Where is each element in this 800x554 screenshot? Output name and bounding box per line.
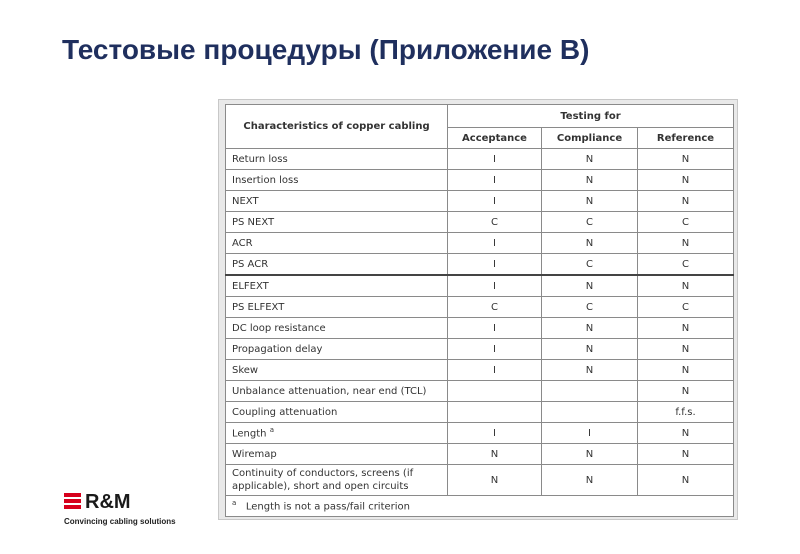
cell-reference: N: [638, 423, 734, 444]
cell-compliance: N: [542, 444, 638, 465]
cell-compliance: [542, 402, 638, 423]
cell-acceptance: I: [448, 360, 542, 381]
footnote: $^a$ Length is not a pass/fail criterion: [226, 496, 734, 517]
row-characteristic: Wiremap: [226, 444, 448, 465]
cell-acceptance: I: [448, 191, 542, 212]
table-row: [226, 402, 734, 423]
cell-compliance: N: [542, 360, 638, 381]
row-characteristic: Insertion loss: [226, 170, 448, 191]
table-row: [226, 339, 734, 360]
cell-compliance: C: [542, 297, 638, 318]
cell-reference: N: [638, 233, 734, 254]
table-body: [226, 149, 734, 517]
characteristics-header: Characteristics of copper cabling: [226, 105, 448, 149]
cell-reference: f.f.s.: [638, 402, 734, 423]
row-characteristic: Return loss: [226, 149, 448, 170]
cell-compliance: C: [542, 212, 638, 233]
testing-for-header: Testing for: [448, 105, 734, 128]
cell-acceptance: I: [448, 233, 542, 254]
table-row: [226, 444, 734, 465]
cell-compliance: N: [542, 149, 638, 170]
cell-acceptance: [448, 402, 542, 423]
cell-compliance: N: [542, 318, 638, 339]
cell-reference: N: [638, 275, 734, 297]
cell-reference: N: [638, 360, 734, 381]
cell-reference: N: [638, 318, 734, 339]
cell-acceptance: I: [448, 423, 542, 444]
logo-bars-icon: [64, 493, 84, 509]
table-row: [226, 170, 734, 191]
cell-acceptance: I: [448, 170, 542, 191]
cell-acceptance: I: [448, 149, 542, 170]
table-row: [226, 381, 734, 402]
cell-acceptance: I: [448, 339, 542, 360]
footnote-row: [226, 496, 734, 517]
cell-reference: N: [638, 170, 734, 191]
cell-acceptance: [448, 381, 542, 402]
cell-compliance: N: [542, 191, 638, 212]
cell-reference: C: [638, 212, 734, 233]
row-characteristic: PS ELFEXT: [226, 297, 448, 318]
column-header-reference: Reference: [638, 128, 734, 149]
cell-reference: C: [638, 297, 734, 318]
table-row: [226, 360, 734, 381]
row-characteristic: ELFEXT: [226, 275, 448, 297]
cell-acceptance: I: [448, 318, 542, 339]
cell-compliance: I: [542, 423, 638, 444]
table-row: [226, 212, 734, 233]
row-characteristic: DC loop resistance: [226, 318, 448, 339]
table-row: [226, 423, 734, 444]
row-characteristic: PS NEXT: [226, 212, 448, 233]
cell-reference: N: [638, 149, 734, 170]
cell-compliance: [542, 381, 638, 402]
cell-reference: N: [638, 444, 734, 465]
cell-compliance: N: [542, 233, 638, 254]
row-characteristic: Propagation delay: [226, 339, 448, 360]
logo-text: R&M: [85, 491, 131, 513]
column-header-acceptance: Acceptance: [448, 128, 542, 149]
table-row: [226, 149, 734, 170]
row-characteristic: Coupling attenuation: [226, 402, 448, 423]
row-characteristic: Unbalance attenuation, near end (TCL): [226, 381, 448, 402]
cell-reference: N: [638, 191, 734, 212]
cell-acceptance: C: [448, 212, 542, 233]
cell-compliance: N: [542, 339, 638, 360]
logo-tagline: Convincing cabling solutions: [64, 517, 176, 526]
table-row: [226, 233, 734, 254]
table-row: [226, 318, 734, 339]
cell-compliance: N: [542, 170, 638, 191]
cell-reference: C: [638, 254, 734, 276]
rm-logo: [64, 492, 194, 532]
row-characteristic: Length $^a$: [226, 423, 448, 444]
cell-reference: N: [638, 381, 734, 402]
cell-reference: N: [638, 339, 734, 360]
cell-acceptance: C: [448, 297, 542, 318]
table-row: [226, 191, 734, 212]
cell-compliance: C: [542, 254, 638, 276]
cell-acceptance: N: [448, 465, 542, 496]
cell-compliance: N: [542, 465, 638, 496]
table-row: [226, 465, 734, 496]
row-characteristic: PS ACR: [226, 254, 448, 276]
cell-reference: N: [638, 465, 734, 496]
cell-acceptance: I: [448, 275, 542, 297]
table-row: [226, 254, 734, 276]
cell-compliance: N: [542, 275, 638, 297]
column-header-compliance: Compliance: [542, 128, 638, 149]
cell-acceptance: I: [448, 254, 542, 276]
table-row: [226, 275, 734, 297]
row-characteristic: ACR: [226, 233, 448, 254]
cell-acceptance: N: [448, 444, 542, 465]
row-characteristic: Continuity of conductors, screens (if applicable), short and open circuits: [226, 465, 448, 496]
table-row: [226, 297, 734, 318]
row-characteristic: Skew: [226, 360, 448, 381]
row-characteristic: NEXT: [226, 191, 448, 212]
test-procedures-table: [225, 104, 734, 517]
page-title: Тестовые процедуры (Приложение B): [62, 34, 590, 65]
